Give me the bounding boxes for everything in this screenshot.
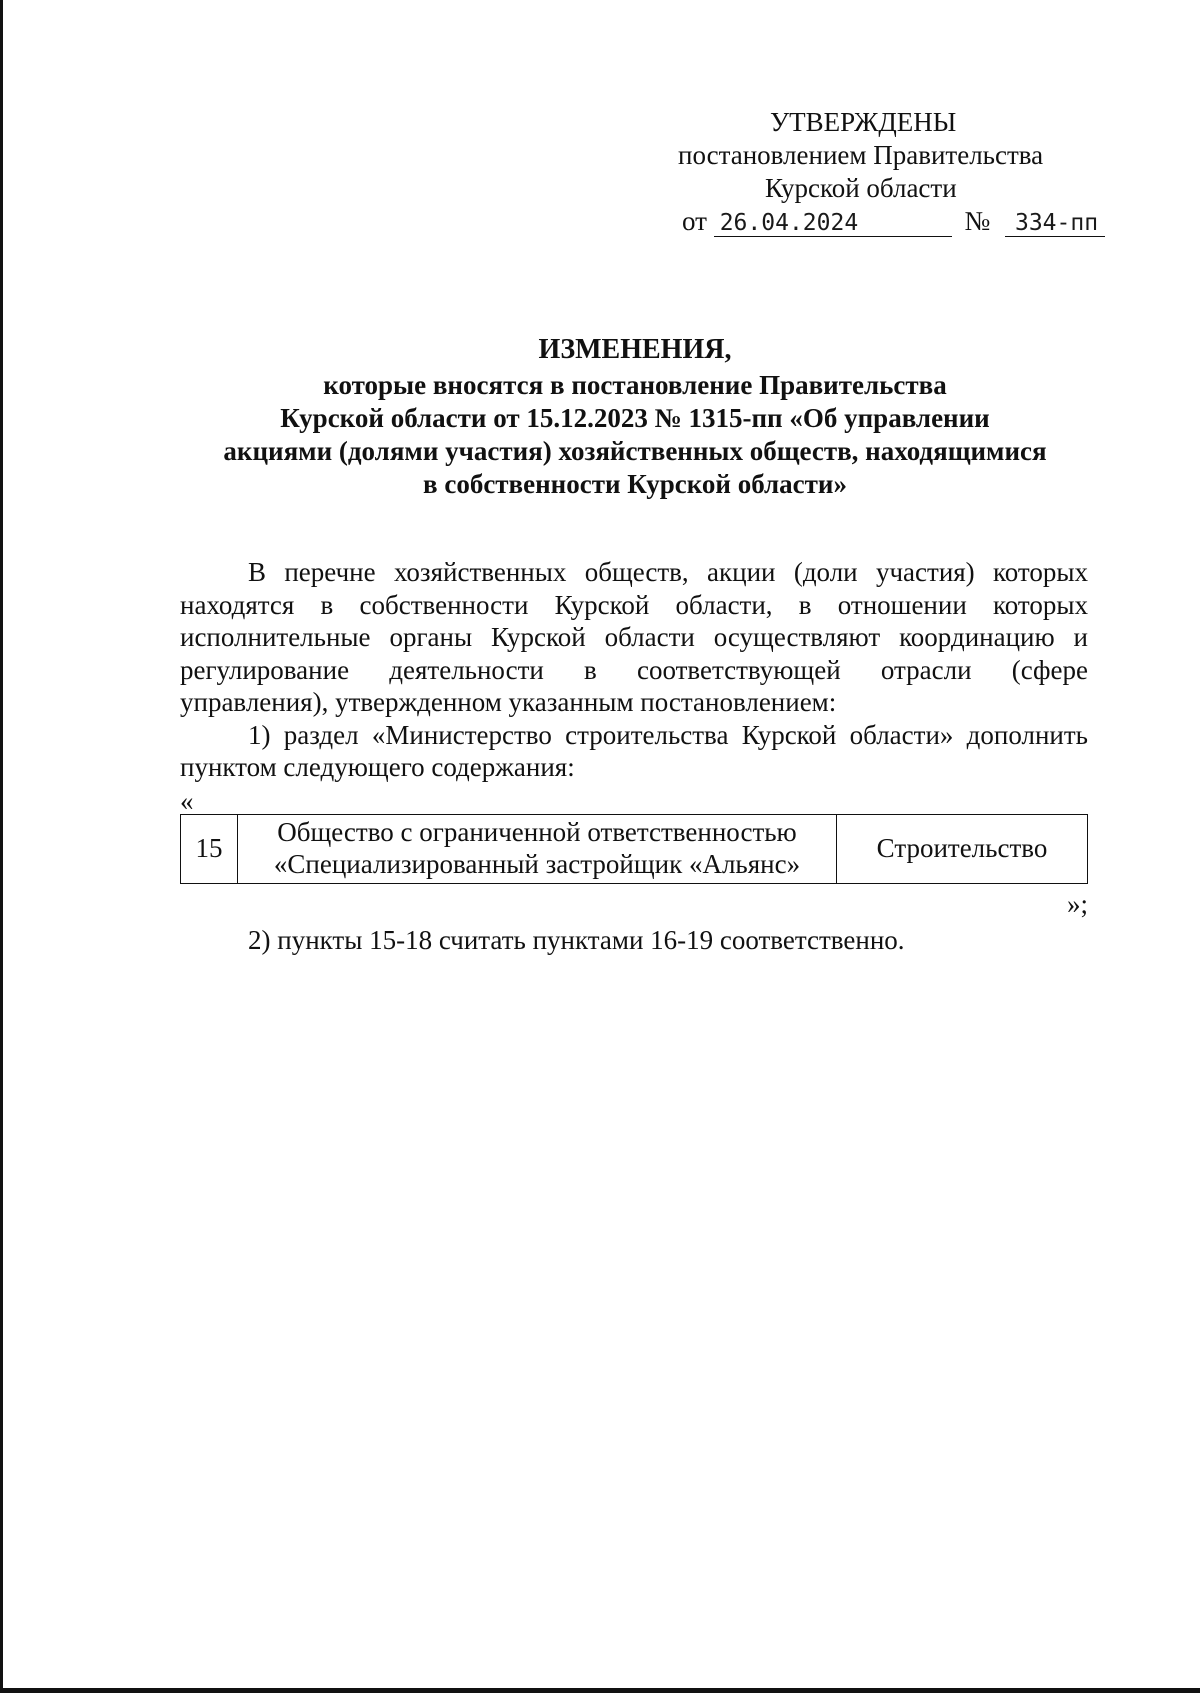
approval-line-region: Курской области	[765, 173, 957, 203]
intro-line-5: управления), утвержденном указанным постановлением:	[180, 687, 837, 717]
title-subline-3: акциями (долями участия) хозяйственных обществ, находящимися	[223, 436, 1047, 466]
document-title: ИЗМЕНЕНИЯ,	[538, 334, 732, 365]
title-subline-4: в собственности Курской области»	[423, 469, 847, 499]
intro-line-4: регулирование деятельности в соответствующей отрасли (сфере	[180, 654, 1088, 685]
table-row	[181, 814, 1088, 883]
approval-stamp-block	[640, 106, 1110, 238]
title-subline-2: Курской области от 15.12.2023 № 1315-пп «Об управлении	[280, 403, 990, 433]
item-1-line-2: пунктом следующего содержания:	[180, 752, 575, 782]
company-name-cell	[238, 814, 837, 883]
number-sign: №	[964, 206, 991, 236]
intro-line-2: находятся в собственности Курской области, в отношении которых	[180, 589, 1088, 620]
item-2-paragraph: 2) пункты 15-18 считать пунктами 16-19 соответственно.	[248, 924, 905, 955]
approval-date-number-line	[640, 205, 1110, 238]
sector-cell: Строительство	[837, 814, 1088, 883]
approval-line-government: постановлением Правительства	[678, 140, 1044, 170]
item-1-paragraph	[180, 719, 1088, 784]
closing-quote: »;	[1066, 888, 1088, 919]
approval-date: 26.04.2024	[714, 210, 952, 237]
approval-heading: УТВЕРЖДЕНЫ	[770, 107, 957, 137]
document-title-block	[180, 333, 1090, 501]
title-subline-1: которые вносятся в постановление Правительства	[323, 370, 947, 400]
company-name-line-1: Общество с ограниченной ответственностью	[277, 816, 797, 847]
document-body	[180, 556, 1088, 956]
date-prefix: от	[682, 206, 707, 236]
item-1-line-1: 1) раздел «Министерство строительства Курской области» дополнить	[248, 719, 1088, 750]
intro-paragraph	[180, 556, 1088, 719]
opening-quote: «	[180, 785, 194, 816]
intro-line-1: В перечне хозяйственных обществ, акции (доли участия) которых	[248, 557, 1088, 587]
scan-border-left	[0, 0, 3, 1693]
intro-line-3: исполнительные органы Курской области осуществляют координацию и	[180, 622, 1088, 652]
inserted-row-table	[180, 814, 1088, 884]
approval-number: 334-пп	[1005, 210, 1105, 237]
scan-border-bottom	[0, 1688, 1200, 1693]
company-name-line-2: «Специализированный застройщик «Альянс»	[273, 848, 801, 879]
row-number-cell: 15	[181, 814, 238, 883]
